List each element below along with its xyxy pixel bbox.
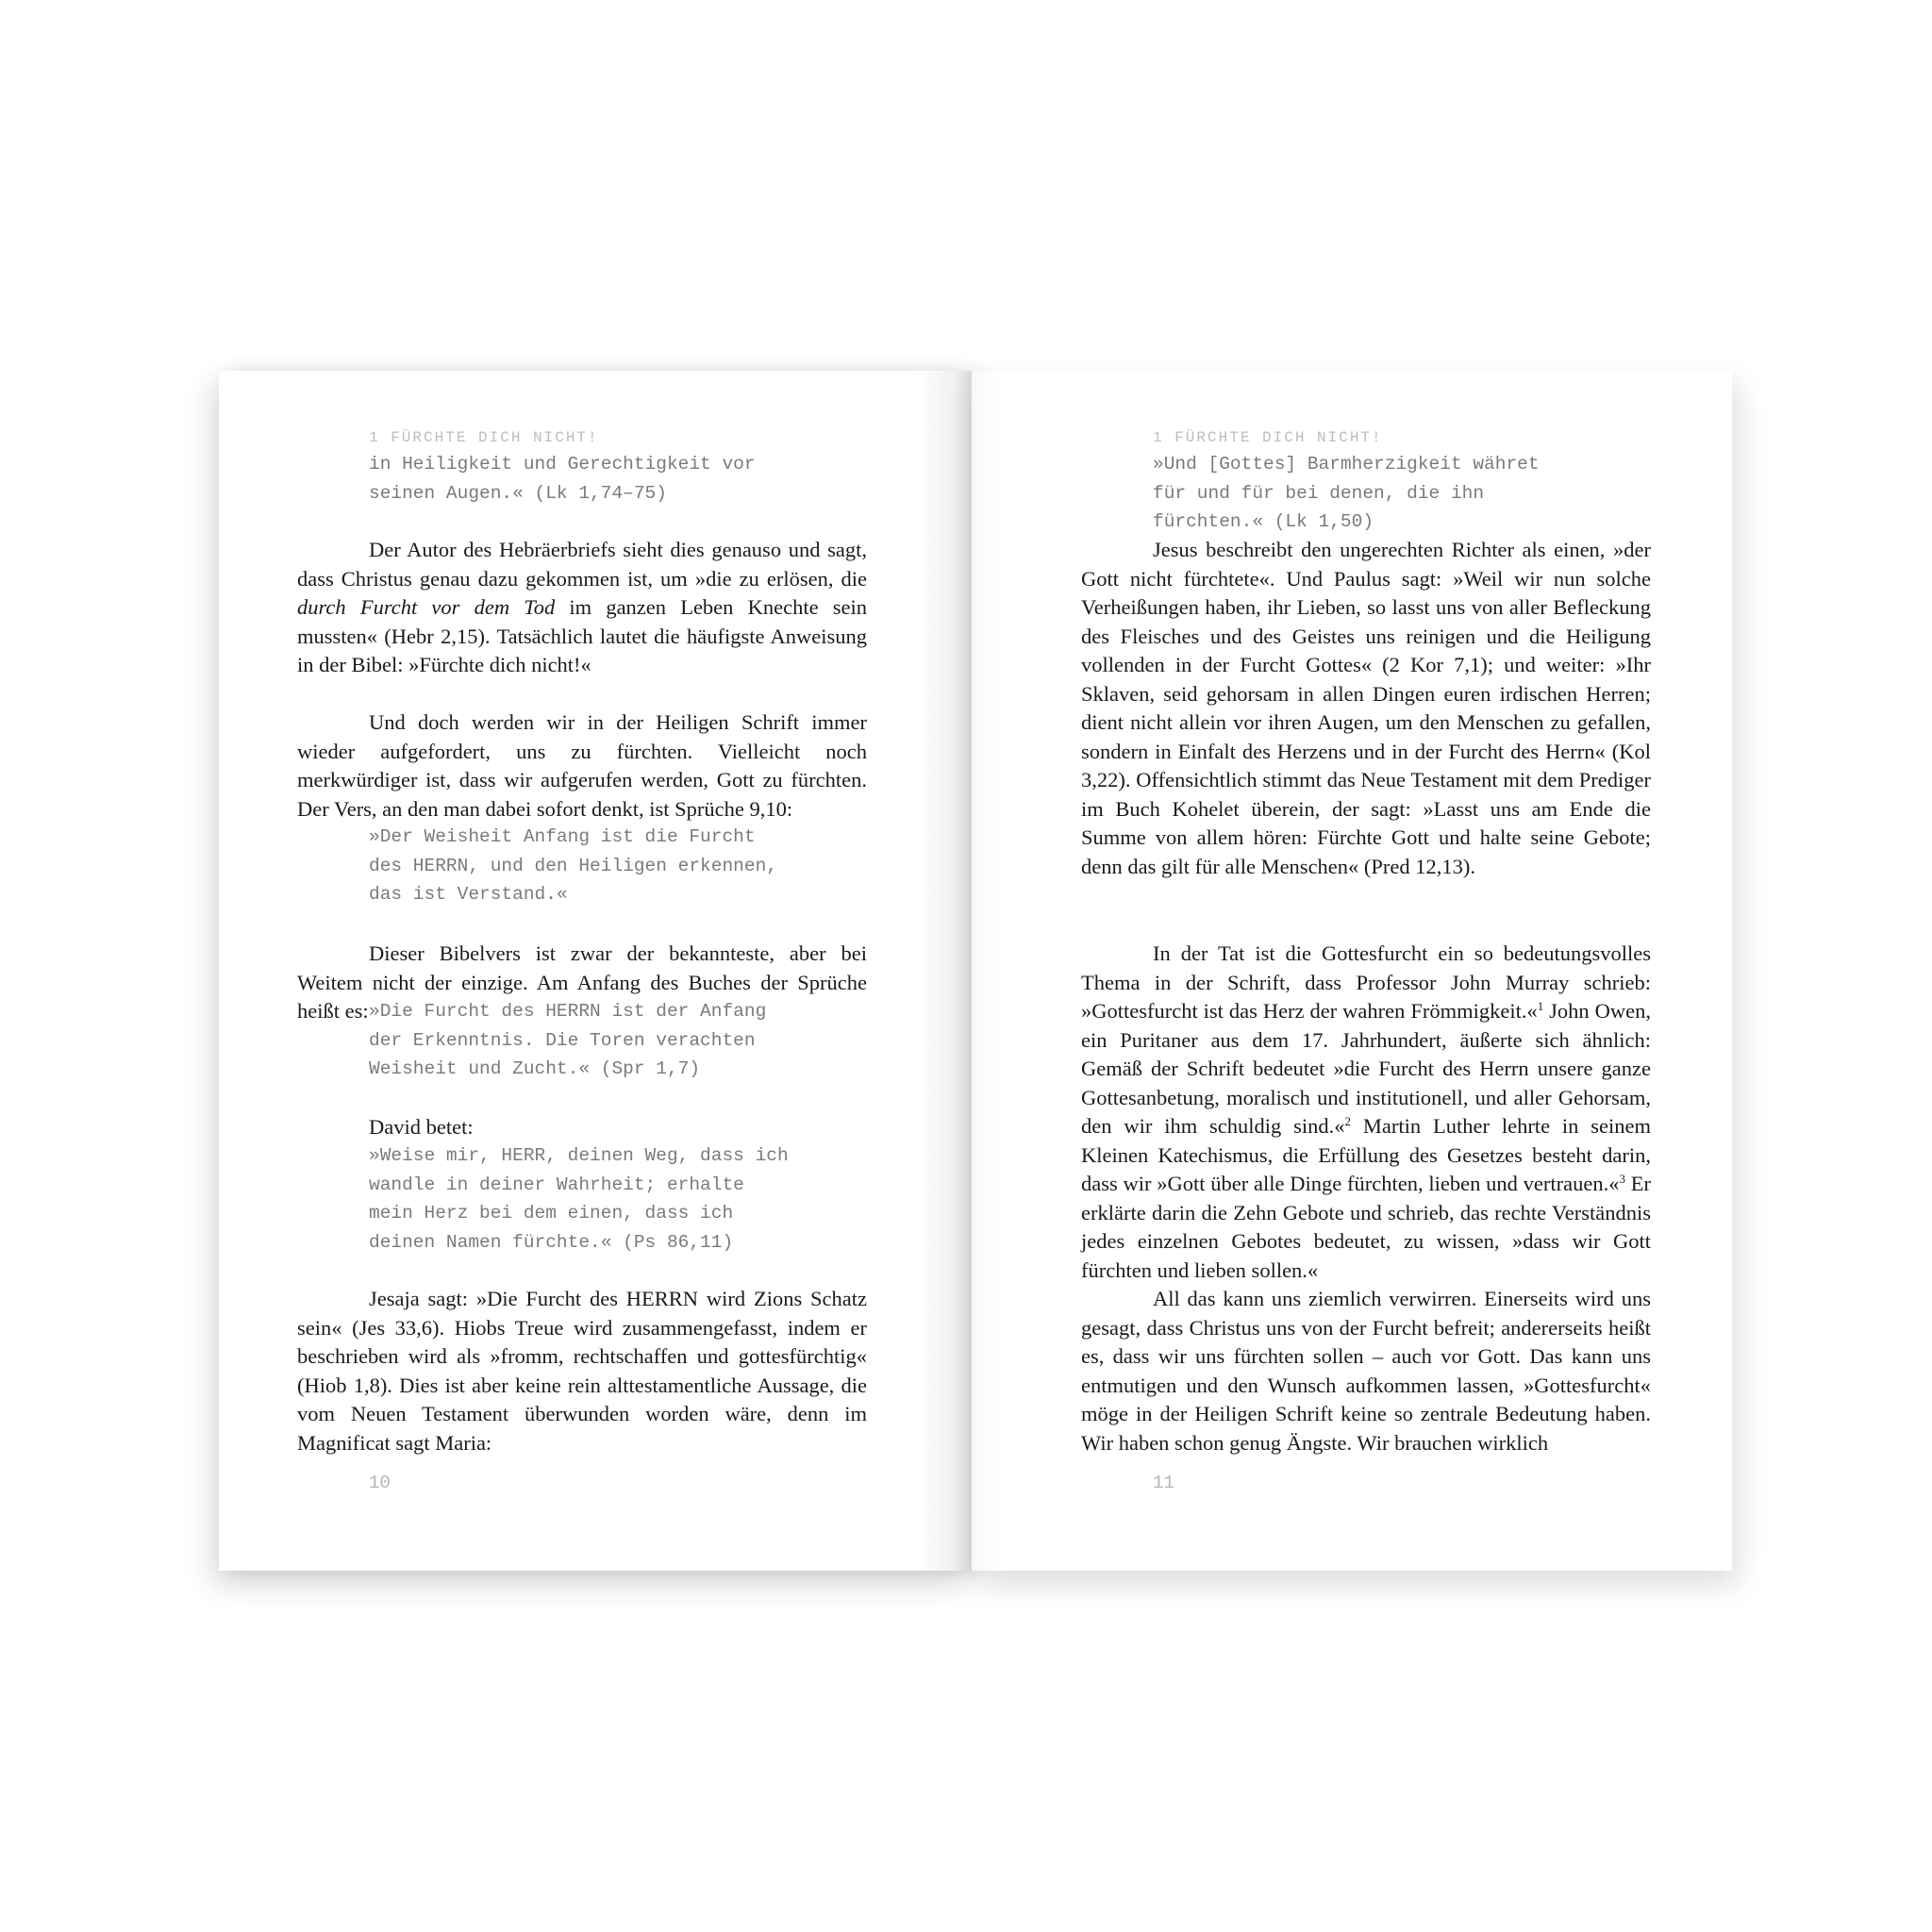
paragraph	[1081, 940, 1651, 1285]
paragraph-text: Martin Luther lehrte in seinem Kleinen Katechismus, die Erfüllung des Gesetzes besteht darin, dass wir »Gott über alle Dinge fürchten, lieben und vertrauen.«	[1081, 1114, 1651, 1195]
left-page	[219, 371, 972, 1571]
paragraph: Und doch werden wir in der Heiligen Schrift immer wieder aufgefordert, uns zu fürchten. Vielleicht noch merkwürdiger ist, dass wir aufgerufen werden, Gott zu fürchten. Der Vers, an den man dabei sofort denkt, ist Sprüche 9,10:	[297, 710, 867, 821]
block-quote: »Der Weisheit Anfang ist die Furcht des HERRN, und den Heiligen erkennen, das ist Verstand.«	[369, 826, 777, 905]
emphasis-text: durch Furcht vor dem Tod	[297, 595, 556, 619]
paragraph-text: In der Tat ist die Gottesfurcht ein so bedeutungsvolles Thema in der Schrift, dass Professor John Murray schrieb: »Gottesfurcht ist das Herz der wahren Frömmigkeit.«	[1081, 941, 1651, 1023]
footnote-marker[interactable]: 2	[1344, 1114, 1352, 1128]
page-number: 10	[369, 1473, 391, 1493]
page-number: 11	[1153, 1473, 1174, 1493]
paragraph-text: Der Autor des Hebräerbriefs sieht dies genauso und sagt, dass Christus genau dazu gekommen ist, um »die zu erlösen, die	[297, 538, 867, 591]
paragraph: Dieser Bibelvers ist zwar der bekannteste, aber bei Weitem nicht der einzige. Am Anfang des Buches der Sprüche heißt es:	[297, 941, 867, 1023]
block-quote: »Und [Gottes] Barmherzigkeit währet für und für bei denen, die ihn fürchten.« (Lk 1,50)	[1153, 454, 1540, 532]
right-page-gutter-shadow	[972, 371, 1000, 1571]
block-quote: in Heiligkeit und Gerechtigkeit vor seinen Augen.« (Lk 1,74–75)	[369, 454, 756, 504]
running-head: 1 FÜRCHTE DICH NICHT!	[369, 429, 599, 446]
footnote-marker[interactable]: 3	[1619, 1172, 1625, 1186]
block-quote: »Die Furcht des HERRN ist der Anfang der Erkenntnis. Die Toren verachten Weisheit und Zucht.« (Spr 1,7)	[369, 1001, 767, 1079]
paragraph-text: im ganzen Leben Knechte sein mussten« (Hebr 2,15). Tatsächlich lautet die häufigste Anweisung in der Bibel: »Fürchte dich nicht!«	[297, 595, 867, 676]
paragraph	[297, 536, 867, 680]
paragraph: David betet:	[369, 1115, 474, 1139]
right-page	[972, 371, 1732, 1571]
paragraph: All das kann uns ziemlich verwirren. Einerseits wird uns gesagt, dass Christus uns von der Furcht befreit; andererseits heißt es, dass wir uns fürchten sollen – auch vor Gott. Das kann uns entmutigen und den Wunsch aufkommen lassen, »Gottesfurcht« möge in der Heiligen Schrift keine so zentrale Bedeutung haben. Wir haben schon genug Ängste. Wir brauchen wirklich	[1081, 1287, 1651, 1455]
footnote-marker[interactable]: 1	[1537, 999, 1544, 1013]
left-page-gutter-shadow	[915, 371, 972, 1571]
paragraph: Jesaja sagt: »Die Furcht des HERRN wird Zions Schatz sein« (Jes 33,6). Hiobs Treue wird zusammengefasst, indem er beschrieben wird als »fromm, rechtschaffen und gottesfürchtig« (Hiob 1,8). Dies ist aber keine rein alttestamentliche Aussage, die vom Neuen Testament überwunden worden wäre, denn im Magnificat sagt Maria:	[297, 1287, 867, 1455]
paragraph-text: Er erklärte darin die Zehn Gebote und schrieb, das rechte Verständnis jedes einzelnen Gebotes bedeutet, zu wissen, »dass wir Gott fürchten und lieben sollen.«	[1081, 1172, 1651, 1282]
block-quote: »Weise mir, HERR, deinen Weg, dass ich wandle in deiner Wahrheit; erhalte mein Herz bei dem einen, dass ich deinen Namen fürchte.« (Ps 86,11)	[369, 1145, 789, 1253]
paragraph: Jesus beschreibt den ungerechten Richter als einen, »der Gott nicht fürchtete«. Und Paulus sagt: »Weil wir nun solche Verheißungen haben, ihr Lieben, so lasst uns von aller Befleckung des Fleisches und des Geistes uns reinigen und die Heiligung vollenden in der Furcht Gottes« (2 Kor 7,1); und weiter: »Ihr Sklaven, seid gehorsam in allen Dingen euren irdischen Herren; dient nicht allein vor ihren Augen, um den Menschen zu gefallen, sondern in Einfalt des Herzens und in der Furcht des Herrn« (Kol 3,22). Offensichtlich stimmt das Neue Testament mit dem Prediger im Buch Kohelet überein, der sagt: »Lasst uns am Ende die Summe von allem hören: Fürchte Gott und halte seine Gebote; denn das gilt für alle Menschen« (Pred 12,13).	[1081, 538, 1651, 878]
running-head: 1 FÜRCHTE DICH NICHT!	[1153, 429, 1383, 446]
paragraph-text: John Owen, ein Puritaner aus dem 17. Jahrhundert, äußerte sich ähnlich: Gemäß der Schrift bedeutet »die Furcht des Herrn unsere ganze Gottesanbetung, moralisch und institutionell, und aller Gehorsam, den wir ihm schuldig sind.«	[1081, 999, 1651, 1138]
